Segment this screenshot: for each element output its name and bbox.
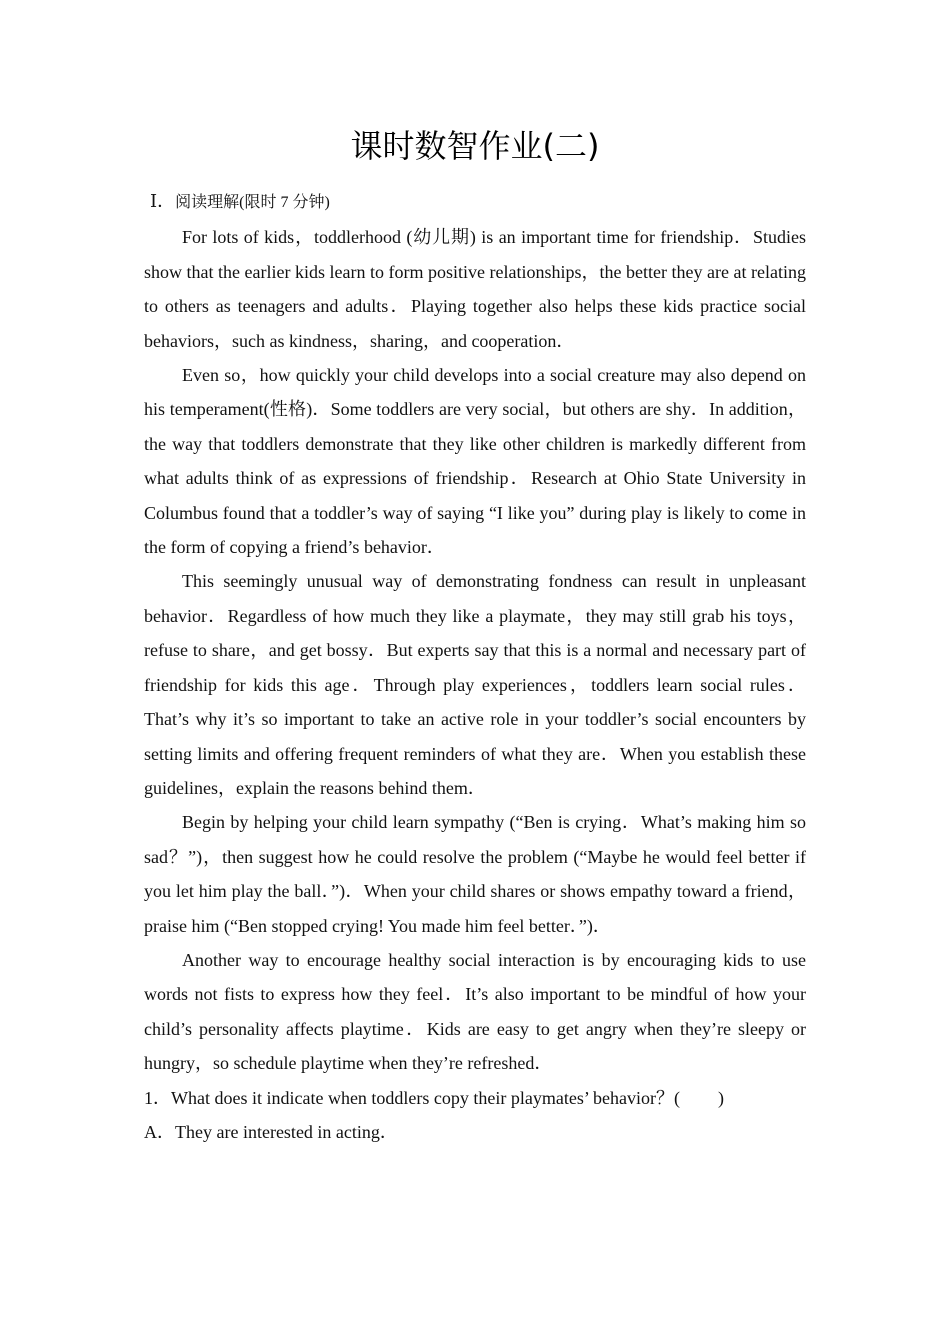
page-title: 课时数智作业(二) [350,127,600,165]
paragraph-1: For lots of kids，toddlerhood (幼儿期) is an important time for friendship．Studies show that the earlier kids learn to form positive relationships，the better they are at relating to others as teenagers and adults．Playing together also helps these kids practice social behaviors，such as kindness，sharing，and cooperation． [144,227,806,351]
option-a [144,1115,806,1149]
paragraph-2: Even so，how quickly your child develops into a social creature may also depend on his temperament(性格)．Some toddlers are very social，but others are shy．In addition，the way that toddlers demonstrate that they like other children is markedly different from what adults think of as expressions of friendship．Research at Ohio State University in Columbus found that a toddler’s way of saying “I like you” during play is likely to come in the form of copying a friend’s behavior． [144,365,806,558]
section-time-note: (限时 7 分钟) [239,194,330,211]
option-a-label: A． [144,1121,175,1142]
question-1 [144,1081,806,1115]
section-heading [144,184,806,220]
question-text: What does it indicate when toddlers copy their playmates’ behavior？( [171,1087,681,1108]
paragraph-4: Begin by helping your child learn sympathy (“Ben is crying．What’s making him so sad？”)，then suggest how he could resolve the problem (“Maybe he would feel better if you let him play the ball．”)．When your child shares or shows empathy toward a friend，praise him (“Ben stopped crying! You made him feel better．”)． [144,812,806,936]
paragraph-3: This seemingly unusual way of demonstrating fondness can result in unpleasant behavior．Regardless of how much they like a playmate，they may still grab his toys，refuse to share，and get bossy．But experts say that this is a normal and necessary part of friendship for kids this age．Through play experiences，toddlers learn social rules．That’s why it’s so important to take an active role in your toddler’s social encounters by setting limits and offering frequent reminders of what they are．When you establish these guidelines，explain the reasons behind them． [144,571,806,798]
option-a-text: They are interested in acting． [175,1121,398,1142]
section-number: Ⅰ． [150,191,176,211]
section-title: 阅读理解 [175,192,240,211]
question-blank-close: ) [718,1087,725,1108]
question-number: 1． [144,1087,171,1108]
document-body [144,184,806,1149]
paragraph-5: Another way to encourage healthy social interaction is by encouraging kids to use words not fists to express how they feel．It’s also important to be mindful of how your child’s personality affects playtime．Kids are easy to get angry when they’re sleepy or hungry，so schedule playtime when they’re refreshed． [144,949,806,1074]
